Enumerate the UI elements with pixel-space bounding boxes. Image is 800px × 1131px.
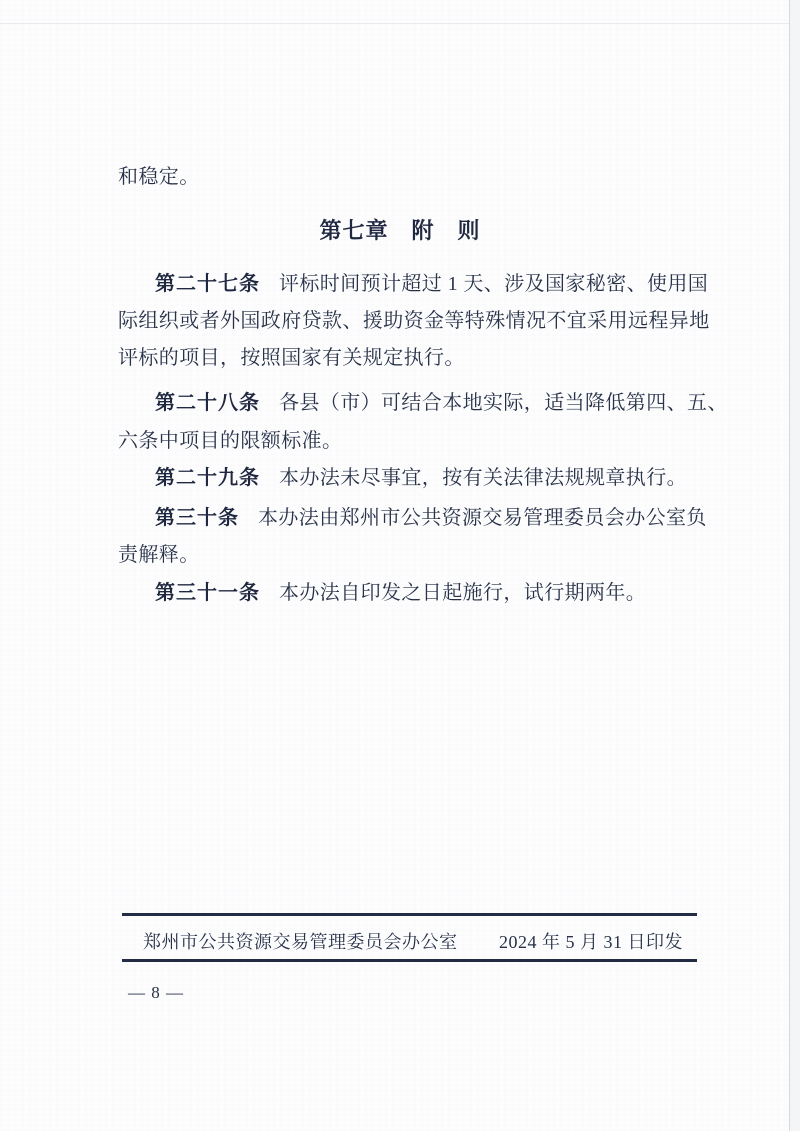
article-31-line-1 [155, 580, 646, 606]
article-29-text: 本办法未尽事宜，按有关法律法规规章执行。 [279, 467, 687, 489]
article-27-text: 评标时间预计超过 1 天、涉及国家秘密、使用国 [279, 273, 709, 295]
footer-print-date: 2024 年 5 月 31 日印发 [499, 932, 683, 952]
scan-artifact-top-line [0, 23, 800, 24]
footer-issuer: 郑州市公共资源交易管理委员会办公室 [143, 932, 458, 952]
article-30-line-1 [155, 505, 707, 531]
article-30-label: 第三十条 [155, 507, 239, 529]
article-31-text: 本办法自印发之日起施行，试行期两年。 [279, 582, 647, 604]
article-31-label: 第三十一条 [155, 582, 260, 604]
article-28-label: 第二十八条 [155, 392, 260, 414]
article-27-line-3: 评标的项目，按照国家有关规定执行。 [118, 347, 465, 369]
continuation-text: 和稳定。 [118, 166, 200, 188]
scan-artifact-right-edge [789, 0, 800, 1131]
article-29-label: 第二十九条 [155, 467, 260, 489]
article-28-line-1 [155, 390, 728, 416]
article-30-line-2: 责解释。 [118, 544, 200, 566]
article-28-line-2: 六条中项目的限额标准。 [118, 430, 343, 452]
chapter-heading: 第七章 附 则 [319, 218, 481, 243]
article-27-line-2: 际组织或者外国政府贷款、援助资金等特殊情况不宜采用远程异地 [118, 310, 710, 332]
article-28-text: 各县（市）可结合本地实际，适当降低第四、五、 [279, 392, 728, 414]
page-number: — 8 — [128, 983, 184, 1002]
article-27-line-1 [155, 271, 708, 297]
footer-rule-top [122, 913, 697, 916]
footer-rule-bottom [122, 959, 697, 962]
article-27-label: 第二十七条 [155, 273, 260, 295]
article-29-line-1 [155, 465, 687, 491]
article-30-text: 本办法由郑州市公共资源交易管理委员会办公室负 [258, 507, 707, 529]
